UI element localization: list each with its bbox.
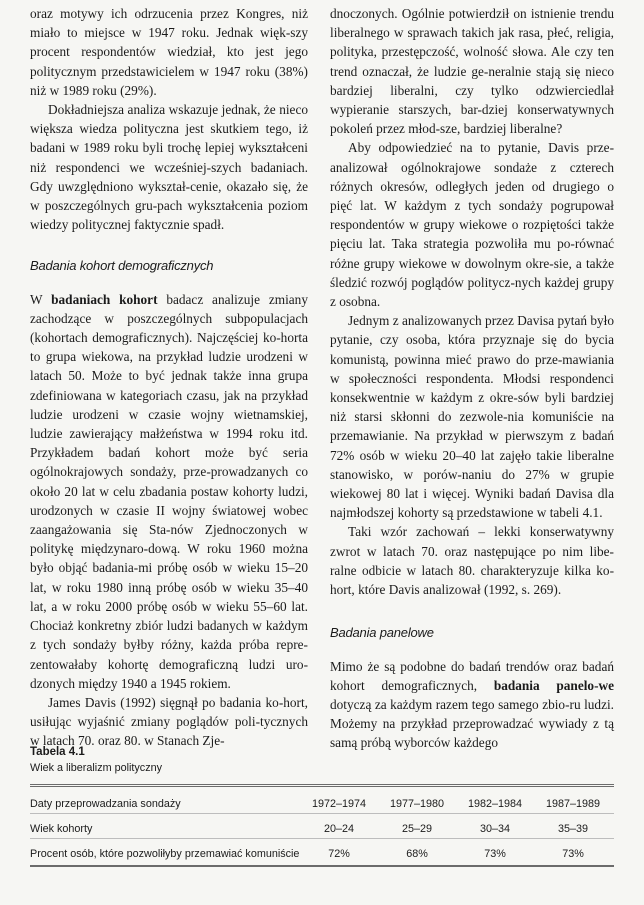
table-cell: 73% [562, 848, 584, 860]
table-row [30, 789, 614, 813]
table-cell: 72% [328, 848, 350, 860]
section-heading-cohort: Badania kohort demograficznych [30, 258, 214, 274]
right-paragraph-5-post: dotyczą za każdym razem tego samego zbio-ru ludzi. Możemy na przykład przeprowadzać wywiady z tą samą próbą wyborców każdego [330, 696, 614, 751]
table-row-label: Wiek kohorty [30, 823, 93, 835]
right-paragraph-5 [330, 657, 614, 753]
term-panel-studies: badania panelo-we [493, 677, 615, 693]
left-paragraph-2: Dokładniejsza analiza wskazuje jednak, że nieco większa wiedza polityczna jest skutkiem tego, iż badani w 1989 roku byli trochę lepiej wykształceni niż respondenci we wcześniej-szych badaniach. Gdy uwzględniono wykształ-cenie, okazało się, że w poszczególnych gru-pach wykształcenia poziom wiedzy politycznej faktycznie spadł. [30, 102, 308, 233]
table-cell: 73% [484, 848, 506, 860]
table-cell: 25–29 [401, 823, 433, 835]
left-paragraph-4: James Davis (1992) sięgnął po badania ko-hort, usiłując wyjaśnić zmiany poglądów poli-tycznych w latach 70. oraz 80. w Stanach Zje- [30, 694, 308, 749]
left-column [30, 4, 308, 751]
table-cell: 1982–1984 [467, 798, 523, 810]
right-paragraph-2: Aby odpowiedzieć na to pytanie, Davis prze-analizował ogólnokrajowe sondaże z czterech różnych okresów, odległych jeden od drugiego o pięć lat. W każdym z tych sondaży pogrupował respondentów w grupy wiekowe o rozpiętości także pięciu lat. Taka strategia pozwoliła mu po-równać różne grupy wiekowe w dowolnym okre-sie, a także śledzić rozwój poglądów politycz-nych każdej grupy z osobna. [330, 140, 614, 310]
table-title: Wiek a liberalizm polityczny [30, 762, 162, 774]
right-paragraph-1: dnoczonych. Ogólnie potwierdził on istnienie trendu liberalnego w sprawach takich jak rasa, płeć, religia, polityka, przestępczość, wolność słowa. Ale czy ten trend oznaczał, że ludzie ge-neralnie stają się nieco bardziej liberalni, czy tylko odzwierciedlał wypieranie starszych, bar-dziej konserwatywnych pokoleń przez młod-sze, bardziej liberalne? [330, 6, 614, 137]
right-paragraph-3: Jednym z analizowanych przez Davisa pytań było pytanie, czy osoba, która przyznaje się do bycia komunistą, powinna mieć prawo do prze-mawiania w społeczności respondenta. Młodsi respondenci konsekwentnie w każdym z okre-sów byli bardziej niż starsi skłonni do zezwole-nia komuniście na przemawianie. Na przykład w pierwszym z badań 72% osób w wieku 20–40 lat zajęło takie liberalne stanowisko, w porów-naniu do 27% w grupie wiekowej 80 lat i więcej. Wyniki badań Davisa dla najmłodszej kohorty są przedstawione w tabeli 4.1. [330, 313, 614, 521]
left-paragraph-3-pre: W [30, 291, 52, 307]
left-paragraph-3-post: badacz analizuje zmiany zachodzące w poszczególnych subpopulacjach (kohortach demograficznych). Najczęściej ko-horta to grupa wiekowa, na przykład ludzie urodzeni w latach 50. Może to być jednak także inna grupa zdefiniowana w kategoriach czasu, jak na przykład ludzie urodzeni w czasie wojny wietnamskiej, ludzie zawierający małżeństwa w 1994 roku itd. Przykładem badań kohort może być seria ogólnokrajowych sondaży, prze-prowadzanych co około 20 lat w celu zbadania postaw kohorty ludzi, urodzonych w czasie II wojny światowej wobec zaangażowania się Sta-nów Zjednoczonych w politykę międzynaro-dową. W roku 1960 można było objąć badania-mi próbę osób w wieku 15–20 lat, w roku 1980 inną próbę osób w wieku 35–40 lat, a w roku 2000 próbę osób w wieku 55–60 lat. Chociaż konkretny zbiór ludzi badanych w każdym z tych sondaży byłby różny, każda próba repre-zentowałaby kohortę demograficzną ludzi uro-dzonych między 1940 a 1945 rokiem. [30, 291, 308, 691]
table-row [30, 838, 614, 863]
right-paragraph-5-pre: Mimo że są podobne do badań trendów oraz badań kohort demograficznych, [330, 658, 614, 693]
table-row [30, 813, 614, 838]
right-paragraph-4: Taki wzór zachowań – lekki konserwatywny zwrot w latach 70. oraz następujące po nim libe-ralne odbicie w latach 80. charakteryzuje kilka ko-hort, które Davis analizował (1992, s. 269). [330, 524, 614, 598]
table-bottom-rule [30, 865, 614, 867]
table-cell: 1972–1974 [311, 798, 367, 810]
right-column [330, 4, 614, 753]
left-paragraph-3 [30, 290, 308, 693]
term-cohort-studies: badaniach kohort [51, 291, 158, 307]
table-cell: 1977–1980 [389, 798, 445, 810]
table-number: Tabela 4.1 [30, 746, 85, 758]
table-cell: 1987–1989 [545, 798, 601, 810]
section-heading-panel: Badania panelowe [330, 625, 434, 641]
table-row-label: Procent osób, które pozwoliłyby przemawiać komuniście [30, 848, 300, 860]
table-cell: 20–24 [323, 823, 355, 835]
table-top-rule [30, 784, 614, 787]
table-cell: 68% [406, 848, 428, 860]
table-cell: 35–39 [557, 823, 589, 835]
table-4-1 [30, 746, 614, 867]
table-cell: 30–34 [479, 823, 511, 835]
table-row-label: Daty przeprowadzania sondaży [30, 798, 181, 810]
left-paragraph-1: oraz motywy ich odrzucenia przez Kongres, niż miało to miejsce w 1947 roku. Jednak więk-szy procent respondentów wiedział, kto jest jego politycznym przedstawicielem w 1947 roku (38%) niż w 1989 roku (29%). [30, 6, 308, 98]
